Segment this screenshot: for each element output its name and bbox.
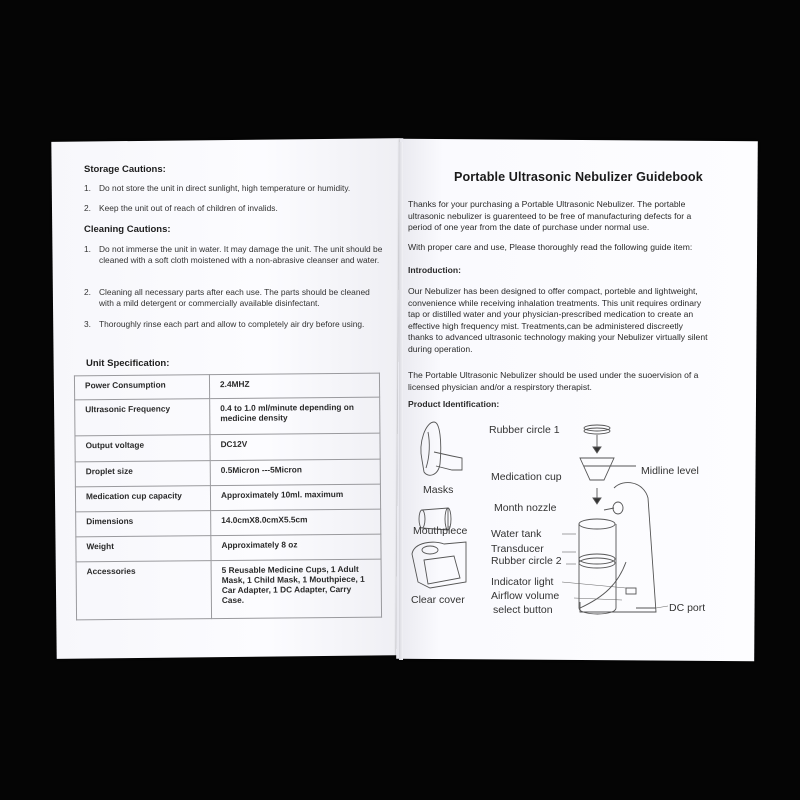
label-airflow-volume: Airflow volume bbox=[491, 590, 560, 602]
page-fold bbox=[399, 142, 403, 660]
spec-key: Output voltage bbox=[75, 435, 210, 462]
introduction-paragraph: Our Nebulizer has been designed to offer compact, porteble and lightweight, convenience while receiving inhalation treatments. This unit requires ordinary tap or distilled water and your physician-prescribed medication to create an effective high frequency mist. Treatments,can be administered discreetly thanks to advanced ultrasonic technology making your Nebulizer virtually silent during operation. bbox=[408, 286, 708, 354]
table-row bbox=[75, 397, 380, 436]
clear-cover-icon bbox=[412, 542, 466, 588]
table-row bbox=[74, 373, 379, 400]
arrow-down-icon bbox=[593, 435, 601, 453]
table-row bbox=[76, 559, 381, 620]
label-select-button: select button bbox=[493, 604, 553, 616]
label-transducer: Transducer bbox=[491, 543, 544, 555]
label-rubber-circle-1: Rubber circle 1 bbox=[489, 424, 560, 436]
label-midline-level: Midline level bbox=[641, 465, 699, 477]
table-row bbox=[75, 459, 380, 487]
spec-key: Weight bbox=[76, 536, 211, 562]
introduction-heading: Introduction: bbox=[408, 265, 461, 275]
spec-key: Droplet size bbox=[75, 461, 210, 487]
cleaning-cautions-heading: Cleaning Cautions: bbox=[84, 224, 171, 235]
product-identification-heading: Product Identification: bbox=[408, 399, 500, 409]
intro-paragraph: Thanks for your purchasing a Portable Ultrasonic Nebulizer. The portable ultrasonic nebulizer is guarenteed to be free of manufacturing defects for a period of one year from the date of purchase under normal use. bbox=[408, 199, 692, 232]
spec-value: Approximately 10ml. maximum bbox=[210, 484, 380, 510]
spec-value: Approximately 8 oz bbox=[211, 534, 381, 560]
spec-value: 2.4MHZ bbox=[209, 373, 379, 398]
label-month-nozzle: Month nozzle bbox=[494, 502, 557, 514]
label-clear-cover: Clear cover bbox=[411, 594, 465, 606]
unit-specification-heading: Unit Specification: bbox=[86, 358, 170, 369]
spec-key: Dimensions bbox=[76, 511, 211, 537]
spec-key: Medication cup capacity bbox=[75, 486, 210, 512]
photo-stage: Storage Cautions: 1. Do not store the unit in direct sunlight, high temperature or humidity. 2. Keep the unit out of reach of children of invalids. Cleaning Cautions: 1. Do not immerse the unit in water. It may damage the unit. The unit should be cleaned with a soft cloth moistened with a non-abrasive cleanser and water. 2. Cleaning all necessary parts after each use. The parts should be cleaned with a mild detergent or commercially available disinfectant. 3. Thoroughly rinse each part and allow to completely air dry before using. Unit Specification: Power Consumption 2.4MHZ Ultrasonic Frequency 0.4 to 1.0 ml/minute depending on medicine density Output voltage DC12V Droplet size 0.5Micron ---5Micron Medication cup capacity Approximately 10ml. maximum Dimensions 14.0cmX8.0cmX5.5cm Weight Approximately 8 oz Accessories 5 Reusable Medicine Cups, 1 Adult Mask, 1 Child Mask, 1 Mouthpiece, 1 Car Adapter, 1 DC Adapter, Carry Case. Portable Ultrasonic Nebulizer Guidebook Thanks for your purchasing a Portable Ultrasonic Nebulizer. The portable ultrasonic nebulizer is guarenteed to be free of manufacturing defects for a period of one year from the date of purchase under normal use. With proper care and use, Please thoroughly read the following guide item: Introduction: Our Nebulizer has been designed to offer compact, porteble and lightweight, convenience while receiving inhalation treatments. This unit requires ordinary tap or distilled water and your physician-prescribed medication to create an effective high frequency mist. Treatments,can be administered discreetly thanks to advanced ultrasonic technology making your Nebulizer virtually silent during operation. The Portable Ultrasonic Nebulizer should be used under the suoervision of a licensed physician and/or a respirstory therapist. Product Identification: Rubber circle 1 Medication cup Midline level Masks Month nozzle Mouthpiece Water tank Transducer Rubber circle 2 Indicator light Airflow volume Clear cover select button DC port bbox=[0, 0, 800, 800]
nebulizer-unit-icon bbox=[579, 483, 656, 614]
label-rubber-circle-2: Rubber circle 2 bbox=[491, 555, 562, 567]
table-row bbox=[76, 509, 381, 537]
page-title: Portable Ultrasonic Nebulizer Guidebook bbox=[454, 170, 703, 184]
spec-key: Power Consumption bbox=[74, 375, 209, 400]
mask-icon bbox=[421, 422, 462, 475]
label-dc-port: DC port bbox=[669, 602, 706, 614]
table-row bbox=[76, 534, 381, 562]
label-medication-cup: Medication cup bbox=[491, 471, 562, 483]
leader-lines bbox=[562, 534, 668, 608]
usage-paragraph: The Portable Ultrasonic Nebulizer should be used under the suoervision of a licensed physician and/or a respirstory therapist. bbox=[408, 370, 699, 392]
spec-value: 5 Reusable Medicine Cups, 1 Adult Mask, 1 Child Mask, 1 Mouthpiece, 1 Car Adapter, 1 DC Adapter, Carry Case. bbox=[211, 559, 381, 618]
spec-key: Accessories bbox=[76, 561, 212, 620]
arrow-down-icon bbox=[593, 488, 601, 504]
storage-cautions-heading: Storage Cautions: bbox=[84, 164, 166, 175]
label-masks: Masks bbox=[423, 484, 454, 496]
spec-value: 0.4 to 1.0 ml/minute depending on medicine density bbox=[210, 397, 380, 434]
spec-value: 14.0cmX8.0cmX5.5cm bbox=[211, 509, 381, 535]
spec-key: Ultrasonic Frequency bbox=[75, 399, 210, 436]
label-mouthpiece: Mouthpiece bbox=[413, 525, 468, 537]
label-indicator-light: Indicator light bbox=[491, 576, 554, 588]
spec-table bbox=[74, 373, 382, 621]
care-paragraph: With proper care and use, Please thoroughly read the following guide item: bbox=[408, 242, 693, 252]
rubber-circle-icon bbox=[584, 425, 610, 434]
medication-cup-icon bbox=[580, 458, 636, 480]
spec-value: 0.5Micron ---5Micron bbox=[210, 459, 380, 485]
label-water-tank: Water tank bbox=[491, 528, 542, 540]
spec-value: DC12V bbox=[210, 433, 380, 460]
table-row bbox=[75, 433, 380, 462]
table-row bbox=[75, 484, 380, 512]
